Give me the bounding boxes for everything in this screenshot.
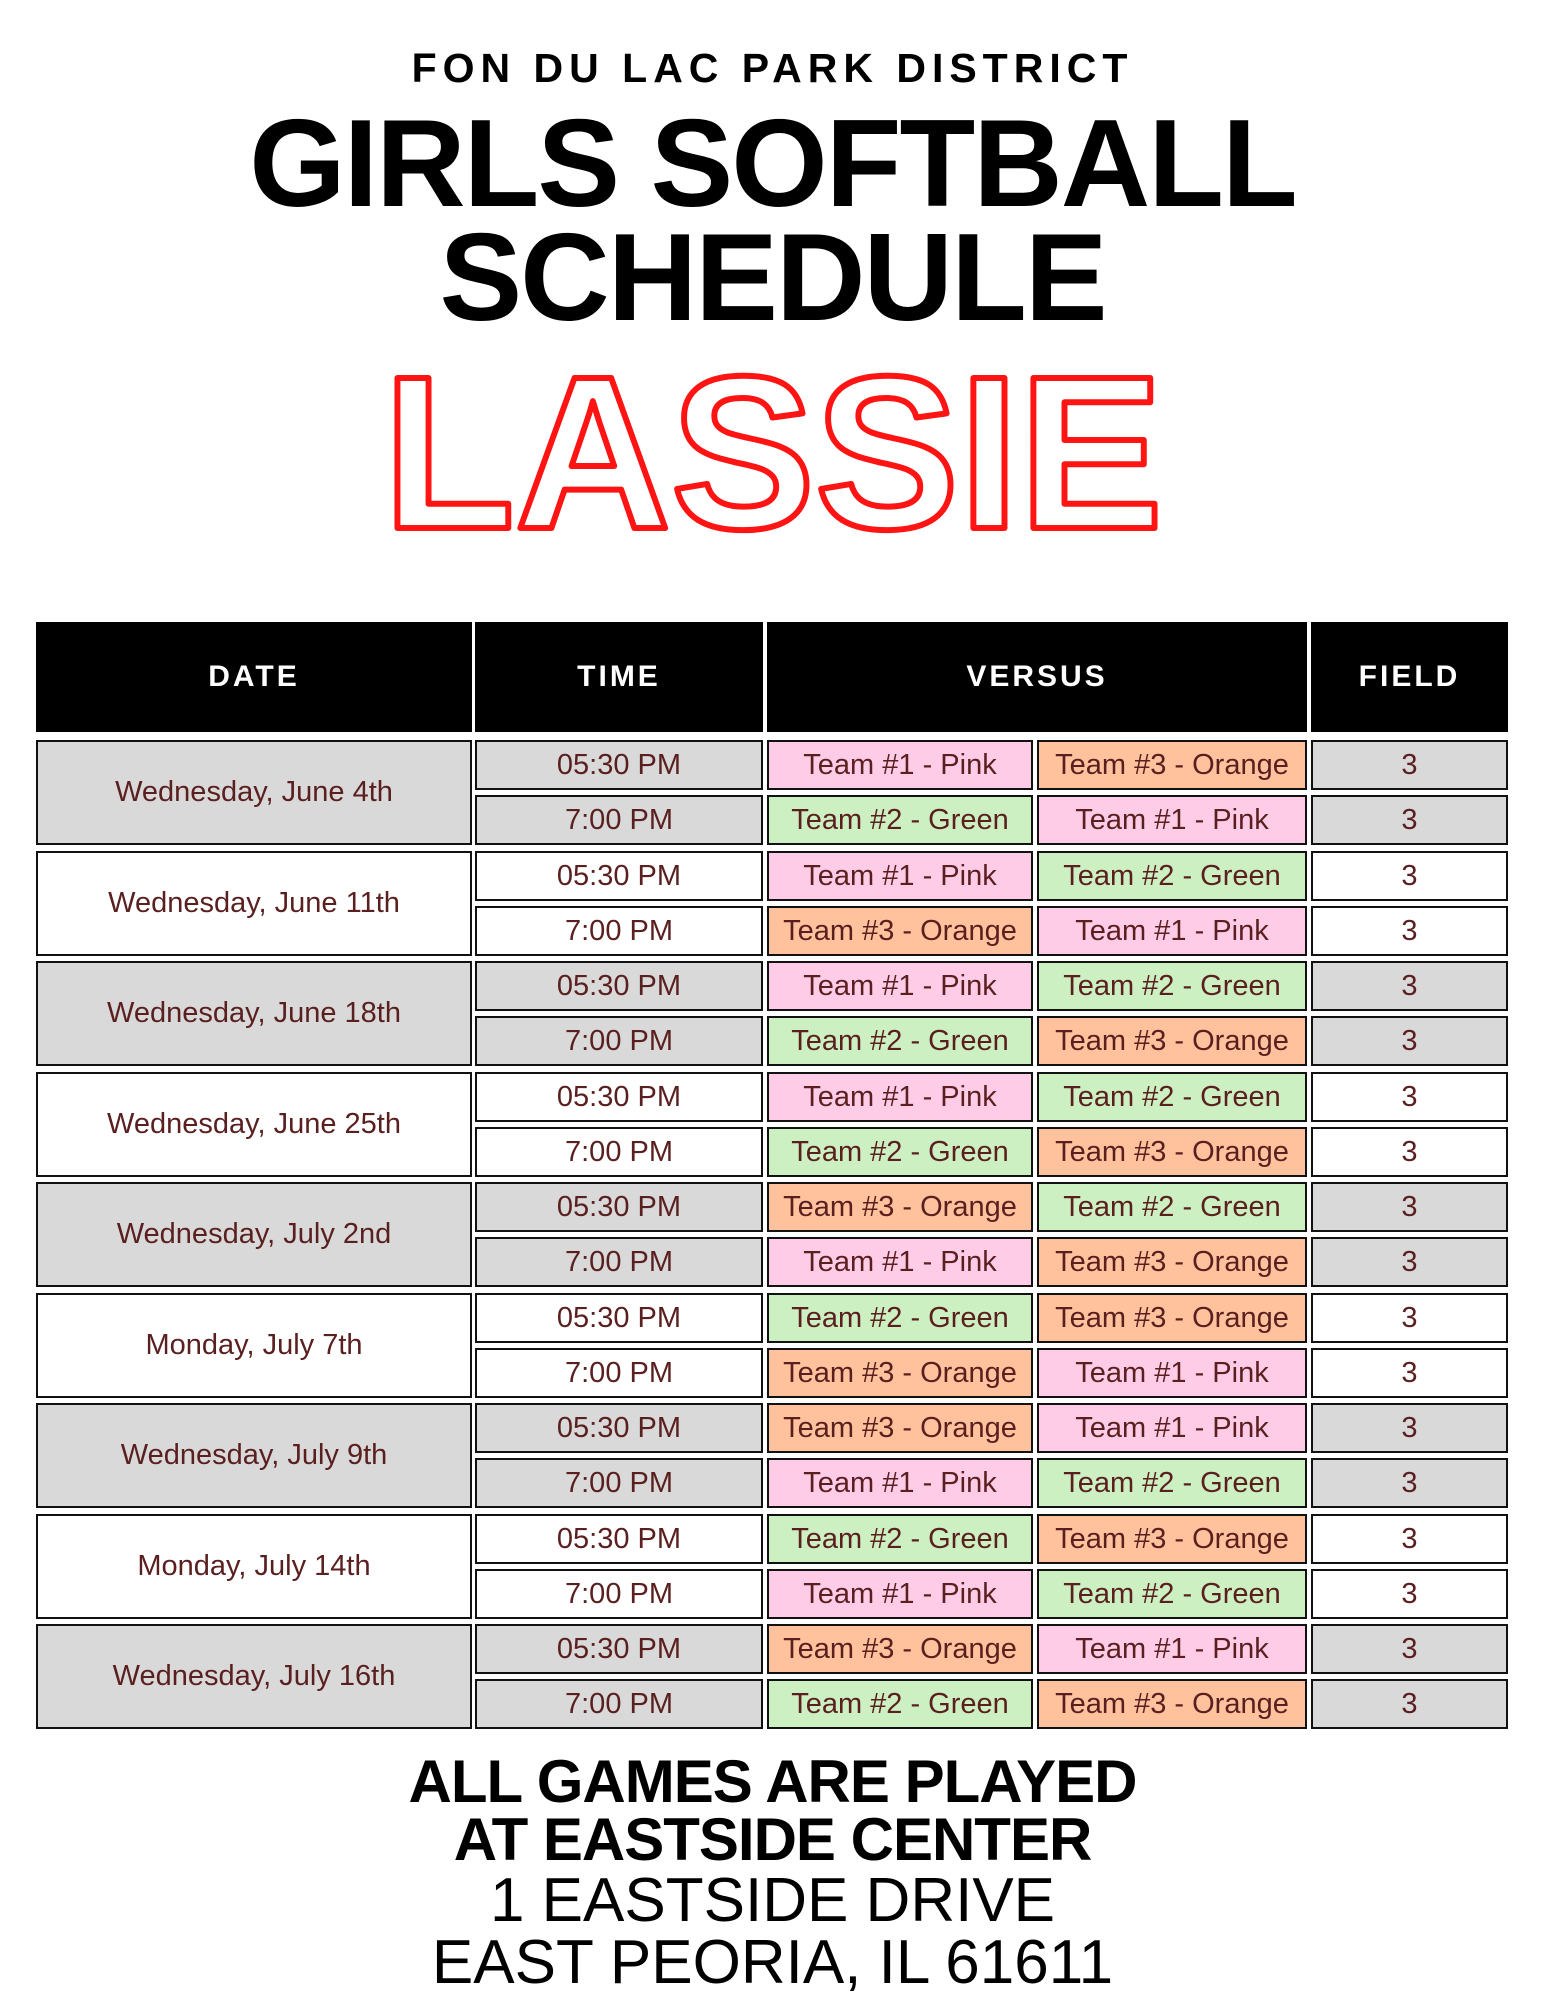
time-cell: 7:00 PM bbox=[475, 795, 763, 845]
time-cell: 7:00 PM bbox=[475, 1679, 763, 1729]
team-away-cell: Team #1 - Pink bbox=[1037, 906, 1307, 956]
team-home-cell: Team #2 - Green bbox=[767, 1127, 1033, 1177]
footer-line-2: AT EASTSIDE CENTER bbox=[453, 1806, 1092, 1873]
field-cell: 3 bbox=[1311, 1293, 1508, 1343]
team-away-cell: Team #2 - Green bbox=[1037, 1072, 1307, 1122]
time-cell: 05:30 PM bbox=[475, 1293, 763, 1343]
time-cell: 05:30 PM bbox=[475, 1403, 763, 1453]
team-away-cell: Team #3 - Orange bbox=[1037, 1514, 1307, 1564]
time-cell: 7:00 PM bbox=[475, 906, 763, 956]
team-home-cell: Team #1 - Pink bbox=[767, 1458, 1033, 1508]
team-home-cell: Team #1 - Pink bbox=[767, 1237, 1033, 1287]
column-header-field: FIELD bbox=[1311, 622, 1508, 732]
date-cell: Wednesday, July 2nd bbox=[36, 1182, 472, 1287]
team-home-cell: Team #1 - Pink bbox=[767, 961, 1033, 1011]
field-cell: 3 bbox=[1311, 1348, 1508, 1398]
team-away-cell: Team #2 - Green bbox=[1037, 851, 1307, 901]
date-cell: Wednesday, June 25th bbox=[36, 1072, 472, 1177]
field-cell: 3 bbox=[1311, 906, 1508, 956]
team-home-cell: Team #3 - Orange bbox=[767, 1348, 1033, 1398]
date-cell: Wednesday, June 18th bbox=[36, 961, 472, 1066]
time-cell: 05:30 PM bbox=[475, 740, 763, 790]
field-cell: 3 bbox=[1311, 1072, 1508, 1122]
field-cell: 3 bbox=[1311, 1679, 1508, 1729]
team-away-cell: Team #1 - Pink bbox=[1037, 795, 1307, 845]
column-header-time: TIME bbox=[475, 622, 763, 732]
title-line-2: SCHEDULE bbox=[439, 209, 1106, 347]
field-cell: 3 bbox=[1311, 1569, 1508, 1619]
org-name: FON DU LAC PARK DISTRICT bbox=[411, 45, 1134, 91]
division-title bbox=[0, 350, 1545, 550]
team-home-cell: Team #2 - Green bbox=[767, 795, 1033, 845]
field-cell: 3 bbox=[1311, 1514, 1508, 1564]
time-cell: 7:00 PM bbox=[475, 1016, 763, 1066]
field-cell: 3 bbox=[1311, 1458, 1508, 1508]
date-cell: Wednesday, July 16th bbox=[36, 1624, 472, 1729]
team-home-cell: Team #1 - Pink bbox=[767, 851, 1033, 901]
field-cell: 3 bbox=[1311, 1403, 1508, 1453]
team-home-cell: Team #3 - Orange bbox=[767, 1624, 1033, 1674]
date-cell: Monday, July 14th bbox=[36, 1514, 472, 1619]
field-cell: 3 bbox=[1311, 1182, 1508, 1232]
time-cell: 05:30 PM bbox=[475, 961, 763, 1011]
field-cell: 3 bbox=[1311, 795, 1508, 845]
team-home-cell: Team #3 - Orange bbox=[767, 1182, 1033, 1232]
team-home-cell: Team #1 - Pink bbox=[767, 1569, 1033, 1619]
team-away-cell: Team #1 - Pink bbox=[1037, 1348, 1307, 1398]
field-cell: 3 bbox=[1311, 1016, 1508, 1066]
time-cell: 7:00 PM bbox=[475, 1458, 763, 1508]
time-cell: 05:30 PM bbox=[475, 1072, 763, 1122]
team-away-cell: Team #2 - Green bbox=[1037, 1569, 1307, 1619]
team-away-cell: Team #3 - Orange bbox=[1037, 1679, 1307, 1729]
time-cell: 05:30 PM bbox=[475, 1624, 763, 1674]
team-away-cell: Team #2 - Green bbox=[1037, 961, 1307, 1011]
team-away-cell: Team #2 - Green bbox=[1037, 1182, 1307, 1232]
field-cell: 3 bbox=[1311, 1237, 1508, 1287]
footer-line-1: ALL GAMES ARE PLAYED bbox=[408, 1748, 1137, 1815]
field-cell: 3 bbox=[1311, 961, 1508, 1011]
time-cell: 7:00 PM bbox=[475, 1127, 763, 1177]
team-away-cell: Team #3 - Orange bbox=[1037, 1016, 1307, 1066]
team-home-cell: Team #2 - Green bbox=[767, 1016, 1033, 1066]
team-away-cell: Team #3 - Orange bbox=[1037, 1237, 1307, 1287]
team-away-cell: Team #1 - Pink bbox=[1037, 1403, 1307, 1453]
field-cell: 3 bbox=[1311, 1127, 1508, 1177]
date-cell: Wednesday, June 11th bbox=[36, 851, 472, 956]
time-cell: 7:00 PM bbox=[475, 1569, 763, 1619]
date-cell: Wednesday, July 9th bbox=[36, 1403, 472, 1508]
column-header-date: DATE bbox=[36, 622, 472, 732]
division-text: LASSIE bbox=[382, 350, 1163, 550]
team-home-cell: Team #2 - Green bbox=[767, 1679, 1033, 1729]
column-header-versus: VERSUS bbox=[767, 622, 1307, 732]
date-cell: Monday, July 7th bbox=[36, 1293, 472, 1398]
team-away-cell: Team #3 - Orange bbox=[1037, 740, 1307, 790]
footer-address: 1 EASTSIDE DRIVE bbox=[489, 1866, 1056, 1935]
team-home-cell: Team #1 - Pink bbox=[767, 1072, 1033, 1122]
team-home-cell: Team #1 - Pink bbox=[767, 740, 1033, 790]
time-cell: 05:30 PM bbox=[475, 851, 763, 901]
time-cell: 7:00 PM bbox=[475, 1348, 763, 1398]
field-cell: 3 bbox=[1311, 1624, 1508, 1674]
time-cell: 7:00 PM bbox=[475, 1237, 763, 1287]
team-home-cell: Team #3 - Orange bbox=[767, 906, 1033, 956]
team-away-cell: Team #1 - Pink bbox=[1037, 1624, 1307, 1674]
team-away-cell: Team #3 - Orange bbox=[1037, 1293, 1307, 1343]
team-home-cell: Team #2 - Green bbox=[767, 1293, 1033, 1343]
team-away-cell: Team #2 - Green bbox=[1037, 1458, 1307, 1508]
time-cell: 05:30 PM bbox=[475, 1514, 763, 1564]
team-home-cell: Team #3 - Orange bbox=[767, 1403, 1033, 1453]
field-cell: 3 bbox=[1311, 740, 1508, 790]
title-line-1: GIRLS SOFTBALL bbox=[249, 95, 1296, 233]
team-home-cell: Team #2 - Green bbox=[767, 1514, 1033, 1564]
footer-city: EAST PEORIA, IL 61611 bbox=[431, 1928, 1114, 1997]
date-cell: Wednesday, June 4th bbox=[36, 740, 472, 845]
time-cell: 05:30 PM bbox=[475, 1182, 763, 1232]
team-away-cell: Team #3 - Orange bbox=[1037, 1127, 1307, 1177]
field-cell: 3 bbox=[1311, 851, 1508, 901]
